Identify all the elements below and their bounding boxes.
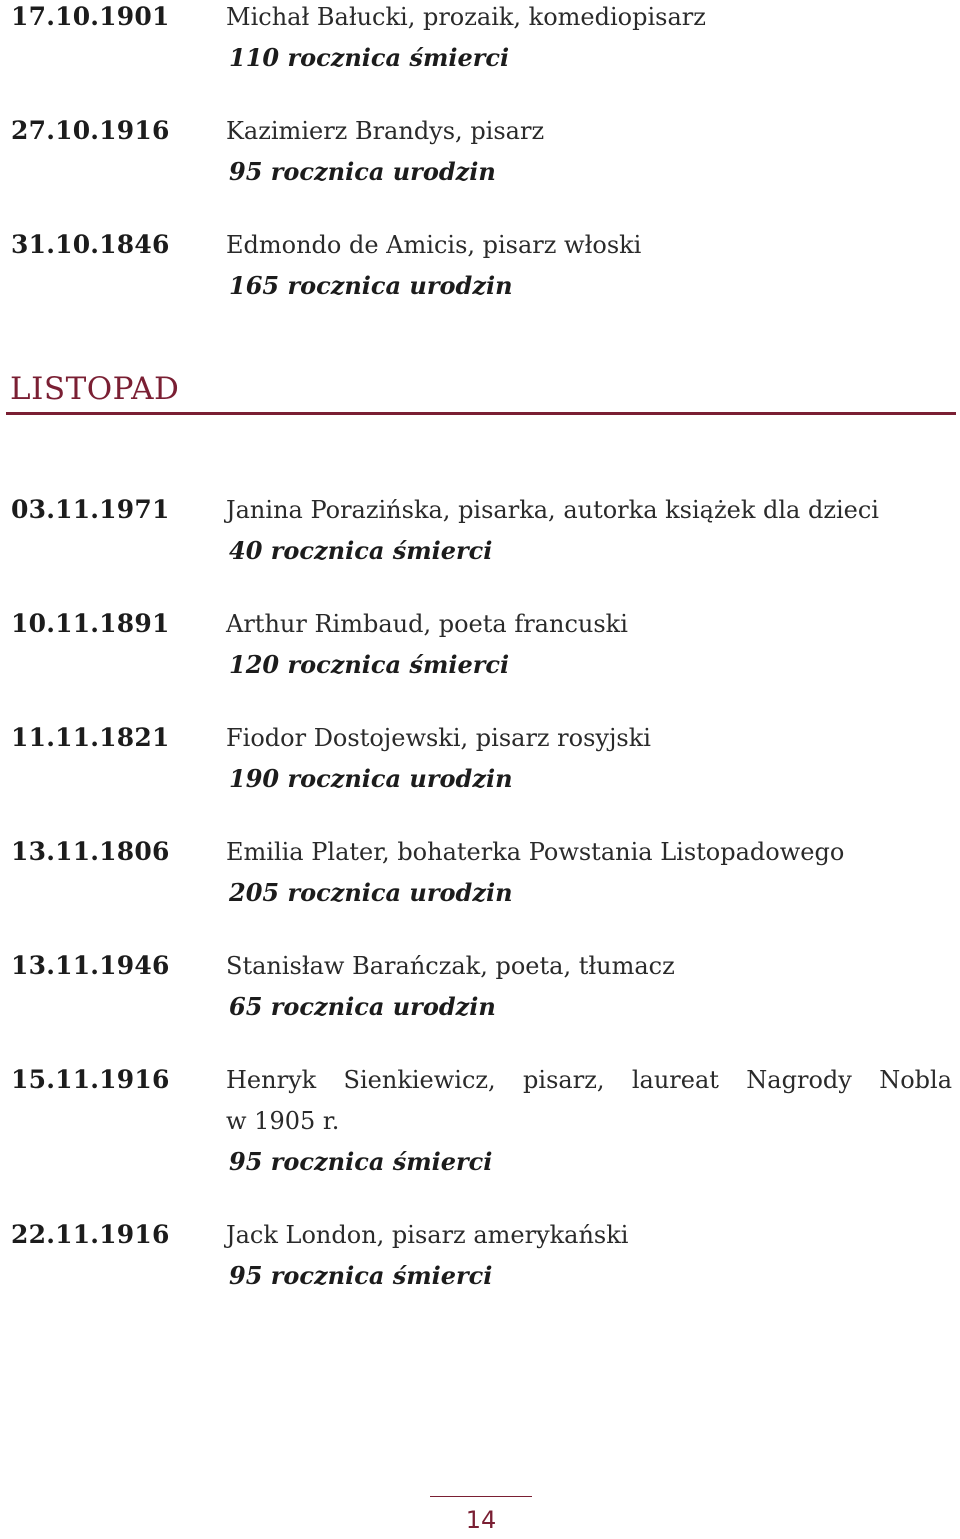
entry-anniversary: 110 rocznica śmierci xyxy=(229,43,510,72)
entry-anniversary: 95 rocznica urodzin xyxy=(229,157,496,186)
entry-description: Jack London, pisarz amerykański xyxy=(226,1221,629,1249)
entry-anniversary: 95 rocznica śmierci xyxy=(229,1147,493,1176)
entry-anniversary: 40 rocznica śmierci xyxy=(229,536,493,565)
entry-description: Janina Porazińska, pisarka, autorka książek dla dzieci xyxy=(226,496,879,524)
entry-anniversary: 95 rocznica śmierci xyxy=(229,1261,493,1290)
entry-anniversary: 190 rocznica urodzin xyxy=(229,764,513,793)
entry-description: Emilia Plater, bohaterka Powstania Listopadowego xyxy=(226,838,845,866)
page-number: 14 xyxy=(465,1506,497,1534)
entry-date: 31.10.1846 xyxy=(11,230,170,259)
entry-anniversary: 165 rocznica urodzin xyxy=(229,271,513,300)
footer-divider xyxy=(430,1496,532,1497)
entry-date: 27.10.1916 xyxy=(11,116,170,145)
entry-date: 11.11.1821 xyxy=(11,723,170,752)
section-heading-listopad: LISTOPAD xyxy=(10,371,180,407)
entry-date: 13.11.1806 xyxy=(11,837,170,866)
entry-anniversary: 120 rocznica śmierci xyxy=(229,650,510,679)
entry-date: 03.11.1971 xyxy=(11,495,170,524)
entry-description: Stanisław Barańczak, poeta, tłumacz xyxy=(226,952,675,980)
entry-description: Arthur Rimbaud, poeta francuski xyxy=(226,610,628,638)
section-divider xyxy=(6,412,956,415)
entry-date: 13.11.1946 xyxy=(11,951,170,980)
entry-description-line2: w 1905 r. xyxy=(226,1107,340,1135)
entry-description: Fiodor Dostojewski, pisarz rosyjski xyxy=(226,724,651,752)
entry-anniversary: 65 rocznica urodzin xyxy=(229,992,496,1021)
entry-date: 17.10.1901 xyxy=(11,2,170,31)
entry-description-line1: Henryk Sienkiewicz, pisarz, laureat Nagrody Nobla xyxy=(226,1066,952,1094)
entry-date: 15.11.1916 xyxy=(11,1065,170,1094)
entry-description: Michał Bałucki, prozaik, komediopisarz xyxy=(226,3,706,31)
entry-description: Edmondo de Amicis, pisarz włoski xyxy=(226,231,642,259)
entry-date: 22.11.1916 xyxy=(11,1220,170,1249)
entry-date: 10.11.1891 xyxy=(11,609,170,638)
entry-description: Kazimierz Brandys, pisarz xyxy=(226,117,545,145)
entry-anniversary: 205 rocznica urodzin xyxy=(229,878,513,907)
